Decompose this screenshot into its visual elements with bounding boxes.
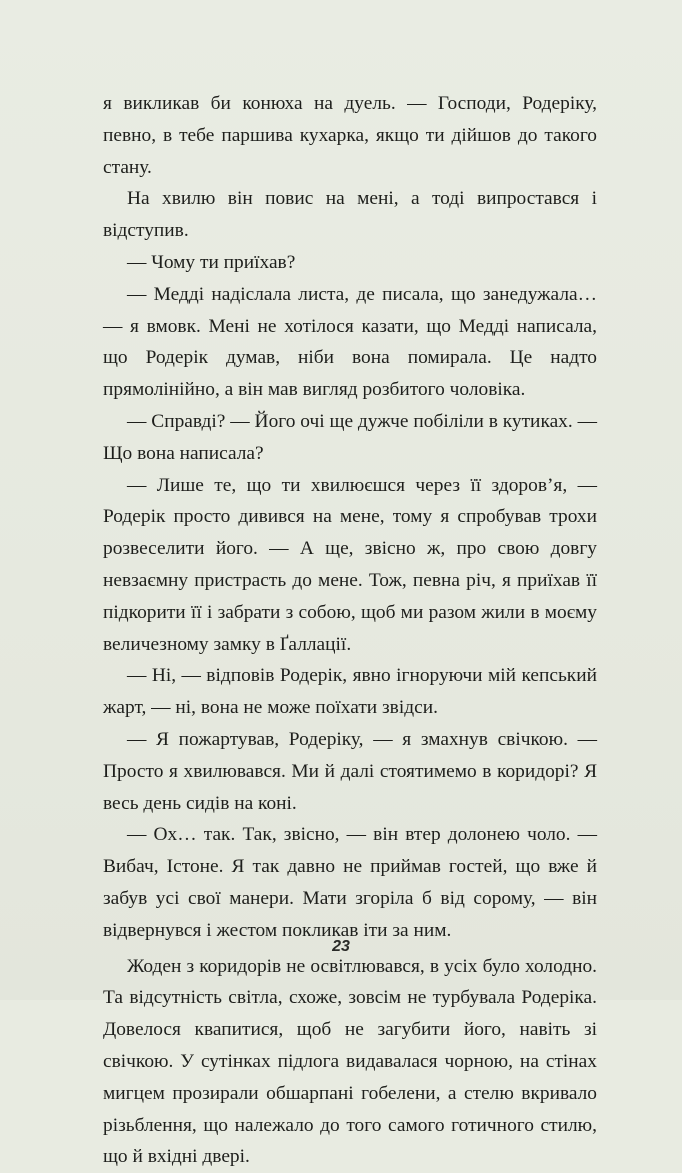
page-number: 23 bbox=[332, 938, 350, 955]
paragraph-9: — Ох… так. Так, звісно, — він втер долонею чоло. — Вибач, Істоне. Я так давно не приймав гостей, що вже й забув усі свої манери. Мати згоріла б від сорому, — він відвернувся і жестом покликав іти за ним. bbox=[103, 824, 597, 941]
paragraph-3: — Чому ти приїхав? bbox=[127, 251, 296, 273]
paragraph-5: — Справді? — Його очі ще дужче побіліли в кутиках. — Що вона написала? bbox=[103, 410, 597, 464]
paragraph-4: — Медді надіслала листа, де писала, що занедужала… — я вмовк. Мені не хотілося казати, що Медді написала, що Родерік думав, ніби вона помирала. Це надто прямолінійно, а він мав вигляд розбитого чоловіка. bbox=[103, 283, 597, 401]
paragraph-10: Жоден з коридорів не освітлювався, в усіх було холодно. Та відсутність світла, схоже, зовсім не турбувала Родеріка. Довелося квапитися, щоб не загубити його, навіть зі свічкою. У сутінках підлога видавалася чорною, на стінах мигцем прозирали обшарпані гобелени, а стелю вкривало різьблення, що належало до того самого готичного стилю, що й вхідні двері. bbox=[103, 955, 597, 1168]
paragraph-2: На хвилю він повис на мені, а тоді випростався і відступив. bbox=[103, 188, 597, 242]
paragraph-6: — Лише те, що ти хвилюєшся через її здоров’я, — Родерік просто дивився на мене, тому я спробував трохи розвеселити його. — А ще, звісно ж, про свою довгу невзаємну пристрасть до мене. Тож, певна річ, я приїхав її підкорити її і забрати з собою, щоб ми разом жили в моєму величезному замку в Ґаллації. bbox=[103, 474, 597, 655]
paragraph-8: — Я пожартував, Родеріку, — я змахнув свічкою. — Просто я хвилювався. Ми й далі стоятимемо в коридорі? Я весь день сидів на коні. bbox=[103, 728, 597, 814]
paragraph-1: я викликав би конюха на дуель. — Господи, Родеріку, певно, в тебе паршива кухарка, якщо ти дійшов до такого стану. bbox=[103, 93, 597, 178]
paragraph-7: — Ні, — відповів Родерік, явно ігноруючи мій кепський жарт, — ні, вона не може поїхати звідси. bbox=[103, 665, 597, 719]
body-text bbox=[103, 88, 597, 1173]
